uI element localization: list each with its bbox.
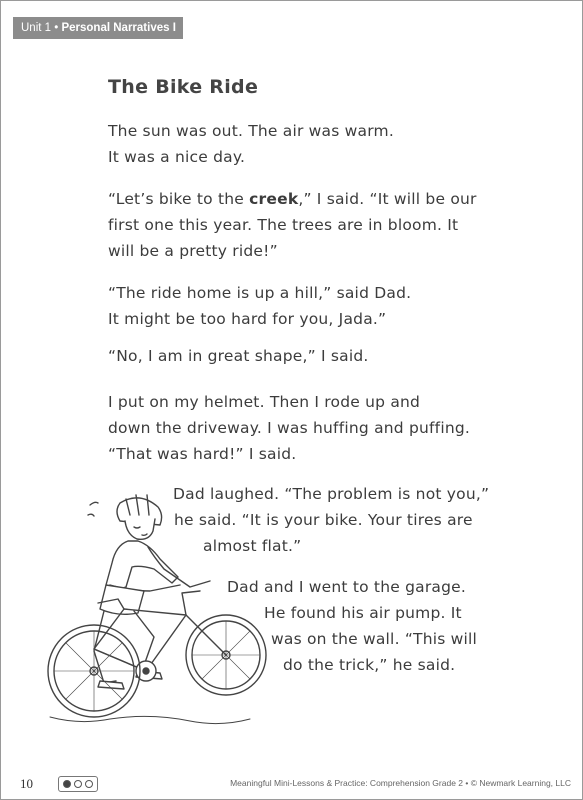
paragraph-5 [108,389,470,467]
level-dot-empty [85,780,93,788]
paragraph-2 [108,186,477,264]
text-line: “That was hard!” I said. [108,445,297,463]
text-line: “No, I am in great shape,” I said. [108,347,369,365]
story-title: The Bike Ride [108,76,259,98]
text-line: It might be too hard for you, Jada.” [108,310,387,328]
text-line: Dad laughed. “The problem is not you,” [173,485,490,503]
footer-credit: Meaningful Mini-Lessons & Practice: Comprehension Grade 2 • © Newmark Learning, LLC [230,778,571,788]
paragraph-1 [108,118,394,170]
text-line: It was a nice day. [108,148,246,166]
text-line: will be a pretty ride!” [108,242,278,260]
unit-title: Personal Narratives I [61,22,176,34]
unit-label: Unit 1 • [21,22,62,34]
text-line: Dad and I went to the garage. [227,578,466,596]
text-line: “The ride home is up a hill,” said Dad. [108,284,412,302]
text-line: do the trick,” he said. [283,656,456,674]
level-dot-filled [63,780,71,788]
text-fragment: “Let’s bike to the [108,190,250,208]
text-line: was on the wall. “This will [271,630,478,648]
unit-tab [13,17,183,39]
text-line: down the driveway. I was huffing and puffing. [108,419,471,437]
vocab-word: creek [249,190,299,208]
text-line: first one this year. The trees are in bloom. It [108,216,459,234]
text-line: I put on my helmet. Then I rode up and [108,393,421,411]
paragraph-3 [108,280,411,332]
paragraph-4 [108,343,369,369]
level-dots [58,776,98,792]
text-line: he said. “It is your bike. Your tires are [174,511,473,529]
text-line: He found his air pump. It [264,604,462,622]
level-dot-empty [74,780,82,788]
page-number: 10 [20,776,33,791]
text-line [108,186,477,212]
text-fragment: ,” I said. “It will be our [298,190,477,208]
text-line: almost flat.” [203,537,302,555]
text-line: The sun was out. The air was warm. [108,122,394,140]
girl-on-bike-illustration [30,485,280,735]
